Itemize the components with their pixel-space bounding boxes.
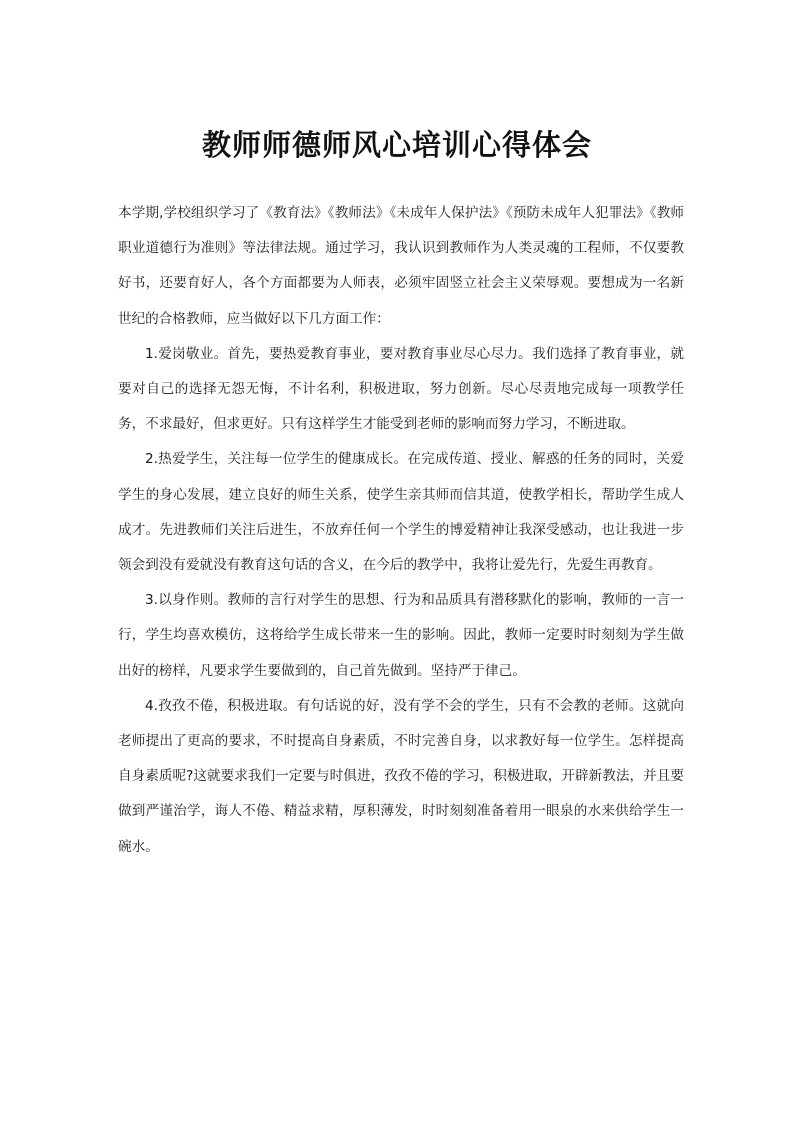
document-body — [118, 196, 684, 865]
document-title: 教师师德师风心培训心得体会 — [201, 128, 592, 162]
paragraph-point-2: 2.热爱学生，关注每一位学生的健康成长。在完成传道、授业、解惑的任务的同时，关爱学生的身心发展，建立良好的师生关系，使学生亲其师而信其道，使教学相长，帮助学生成人成才。先进教师们关注后进生，不放弃任何一个学生的博爱精神让我深受感动，也让我进一步领会到没有爱就没有教育这句话的含义，在今后的教学中，我将让爱先行，先爱生再教育。 — [118, 451, 684, 574]
paragraph-point-3: 3.以身作则。教师的言行对学生的思想、行为和品质具有潜移默化的影响，教师的一言一行，学生均喜欢模仿，这将给学生成长带来一生的影响。因此，教师一定要时时刻刻为学生做出好的榜样，凡要求学生要做到的，自己首先做到。坚持严于律己。 — [118, 592, 684, 679]
paragraph-point-1: 1.爱岗敬业。首先，要热爱教育事业，要对教育事业尽心尽力。我们选择了教育事业，就要对自己的选择无怨无悔，不计名利，积极进取，努力创新。尽心尽责地完成每一项教学任务，不求最好，但求更好。只有这样学生才能受到老师的影响而努力学习，不断进取。 — [118, 345, 684, 433]
paragraph-intro: 本学期,学校组织学习了《教育法》《教师法》《未成年人保护法》《预防未成年人犯罪法》《教师职业道德行为准则》等法律法规。通过学习，我认识到教师作为人类灵魂的工程师，不仅要教好书，还要育好人，各个方面都要为人师表，必须牢固竖立社会主义荣辱观。要想成为一名新世纪的合格教师，应当做好以下几方面工作： — [118, 205, 684, 327]
paragraph-point-4: 4.孜孜不倦，积极进取。有句话说的好，没有学不会的学生，只有不会教的老师。这就向老师提出了更高的要求，不时提高自身素质，不时完善自身，以求教好每一位学生。怎样提高自身素质呢?这就要求我们一定要与时俱进，孜孜不倦的学习，积极进取，开辟新教法，并且要做到严谨治学，诲人不倦、精益求精，厚积薄发，时时刻刻准备着用一眼泉的水来供给学生一碗水。 — [118, 697, 684, 855]
